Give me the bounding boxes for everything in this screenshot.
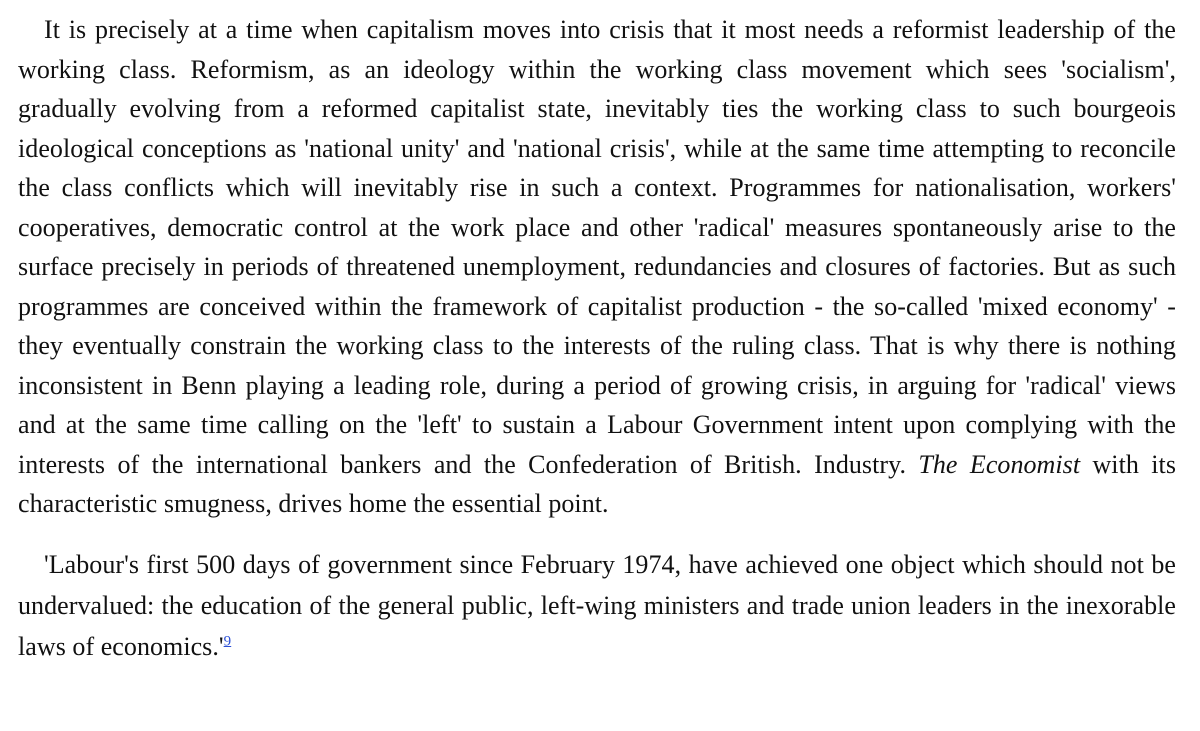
paragraph-text-continuation: with its characteristic smugness, drives home the essential point. xyxy=(18,449,1176,518)
footnote-superscript xyxy=(224,633,232,649)
body-paragraph xyxy=(18,10,1176,524)
quotation-paragraph xyxy=(18,544,1176,667)
footnote-link[interactable]: 9 xyxy=(223,632,232,649)
quotation-text: 'Labour's first 500 days of government since February 1974, have achieved one object which should not be undervalued: the education of the general public, left-wing ministers and trade union leaders in the inexorable laws of economics.' xyxy=(18,549,1176,661)
publication-title: The Economist xyxy=(918,449,1081,479)
paragraph-text: It is precisely at a time when capitalism moves into crisis that it most needs a reformist leadership of the working class. Reformism, as an ideology within the working class movement which sees 'socialism', gradually evolving from a reformed capitalist state, inevitably ties the working class to such bourgeois ideological conceptions as 'national unity' and 'national crisis', while at the same time attempting to reconcile the class conflicts which will inevitably rise in such a context. Programmes for nationalisation, workers' cooperatives, democratic control at the work place and other 'radical' measures spontaneously arise to the surface precisely in periods of threatened unemployment, redundancies and closures of factories. But as such programmes are conceived within the framework of capitalist production - the so-called 'mixed economy' - they eventually constrain the working class to the interests of the ruling class. That is why there is nothing inconsistent in Benn playing a leading role, during a period of growing crisis, in arguing for 'radical' views and at the same time calling on the 'left' to sustain a Labour Government intent upon complying with the interests of the international bankers and the Confederation of British. Industry. xyxy=(18,15,1176,479)
